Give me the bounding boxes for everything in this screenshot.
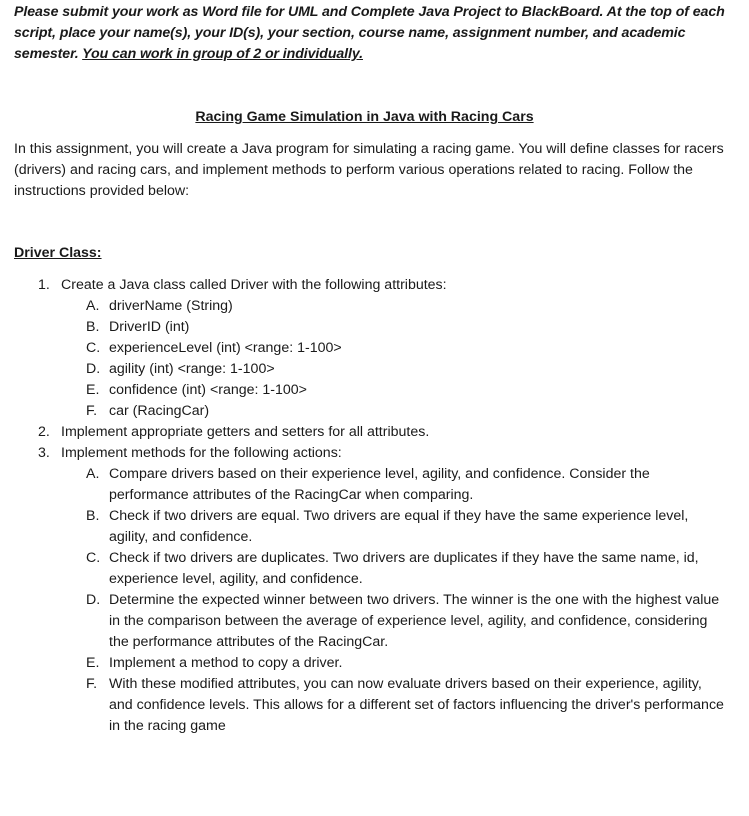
sub-list-item (0, 506, 749, 548)
sub-list-item (0, 401, 749, 422)
list-marker: F. (86, 403, 98, 419)
list-item-text: DriverID (int) (109, 319, 190, 335)
list-marker: 1. (38, 277, 50, 293)
sub-list-item (0, 653, 749, 674)
list-item-text: Implement methods for the following actions: (61, 445, 342, 461)
sub-list-item (0, 674, 749, 737)
sub-list-item (0, 380, 749, 401)
list-item-text: Check if two drivers are duplicates. Two drivers are duplicates if they have the same name, id, experience level, agility, and confidence. (109, 550, 699, 587)
sub-list-item (0, 296, 749, 317)
sub-list-item (0, 464, 749, 506)
list-item-text: car (RacingCar) (109, 403, 210, 419)
list-marker: 3. (38, 445, 50, 461)
list-item-text: Check if two drivers are equal. Two drivers are equal if they have the same experience level, agility, and confidence. (109, 508, 689, 545)
list-marker: E. (86, 655, 100, 671)
list-item-text: agility (int) <range: 1-100> (109, 361, 275, 377)
list-marker: A. (86, 298, 100, 314)
list-item-text: Implement a method to copy a driver. (109, 655, 343, 671)
list-item (0, 443, 749, 464)
section-heading-driver-class: Driver Class: (14, 245, 102, 261)
submission-instructions (14, 2, 739, 65)
list-marker: B. (86, 508, 100, 524)
list-item (0, 422, 749, 443)
list-marker: E. (86, 382, 100, 398)
list-item (0, 275, 749, 296)
assignment-title: Racing Game Simulation in Java with Racing Cars (195, 109, 534, 125)
instruction-list (0, 275, 749, 737)
list-marker: B. (86, 319, 100, 335)
sub-list-item (0, 338, 749, 359)
list-marker: D. (86, 361, 101, 377)
list-item-text: confidence (int) <range: 1-100> (109, 382, 307, 398)
sub-list-item (0, 317, 749, 338)
instructions-text: Please submit your work as Word file for UML and Complete Java Project to BlackBoard. At the top of each script, place your name(s), your ID(s), your section, course name, assignment number, and academic semester. (14, 4, 725, 62)
list-item-text: driverName (String) (109, 298, 233, 314)
sub-list-item (0, 590, 749, 653)
list-item-text: experienceLevel (int) <range: 1-100> (109, 340, 342, 356)
list-marker: A. (86, 466, 100, 482)
list-marker: C. (86, 550, 101, 566)
list-item-text: Compare drivers based on their experience level, agility, and confidence. Consider the performance attributes of the RacingCar when comparing. (109, 466, 650, 503)
group-work-note: You can work in group of 2 or individually. (82, 46, 363, 62)
list-item-text: With these modified attributes, you can now evaluate drivers based on their experience, agility, and confidence levels. This allows for a different set of factors influencing the driver's performance in the racing game (109, 676, 724, 734)
sub-list-item (0, 548, 749, 590)
sub-list-item (0, 359, 749, 380)
list-item-text: Create a Java class called Driver with the following attributes: (61, 277, 447, 293)
list-marker: 2. (38, 424, 50, 440)
list-marker: C. (86, 340, 101, 356)
list-marker: D. (86, 592, 101, 608)
list-item-text: Implement appropriate getters and setters for all attributes. (61, 424, 430, 440)
list-marker: F. (86, 676, 98, 692)
list-item-text: Determine the expected winner between two drivers. The winner is the one with the highest value in the comparison between the average of experience level, agility, and confidence, considering the performance attributes of the RacingCar. (109, 592, 720, 650)
intro-paragraph: In this assignment, you will create a Java program for simulating a racing game. You will define classes for racers (drivers) and racing cars, and implement methods to perform various operations related to racing. Follow the instructions provided below: (14, 141, 724, 199)
